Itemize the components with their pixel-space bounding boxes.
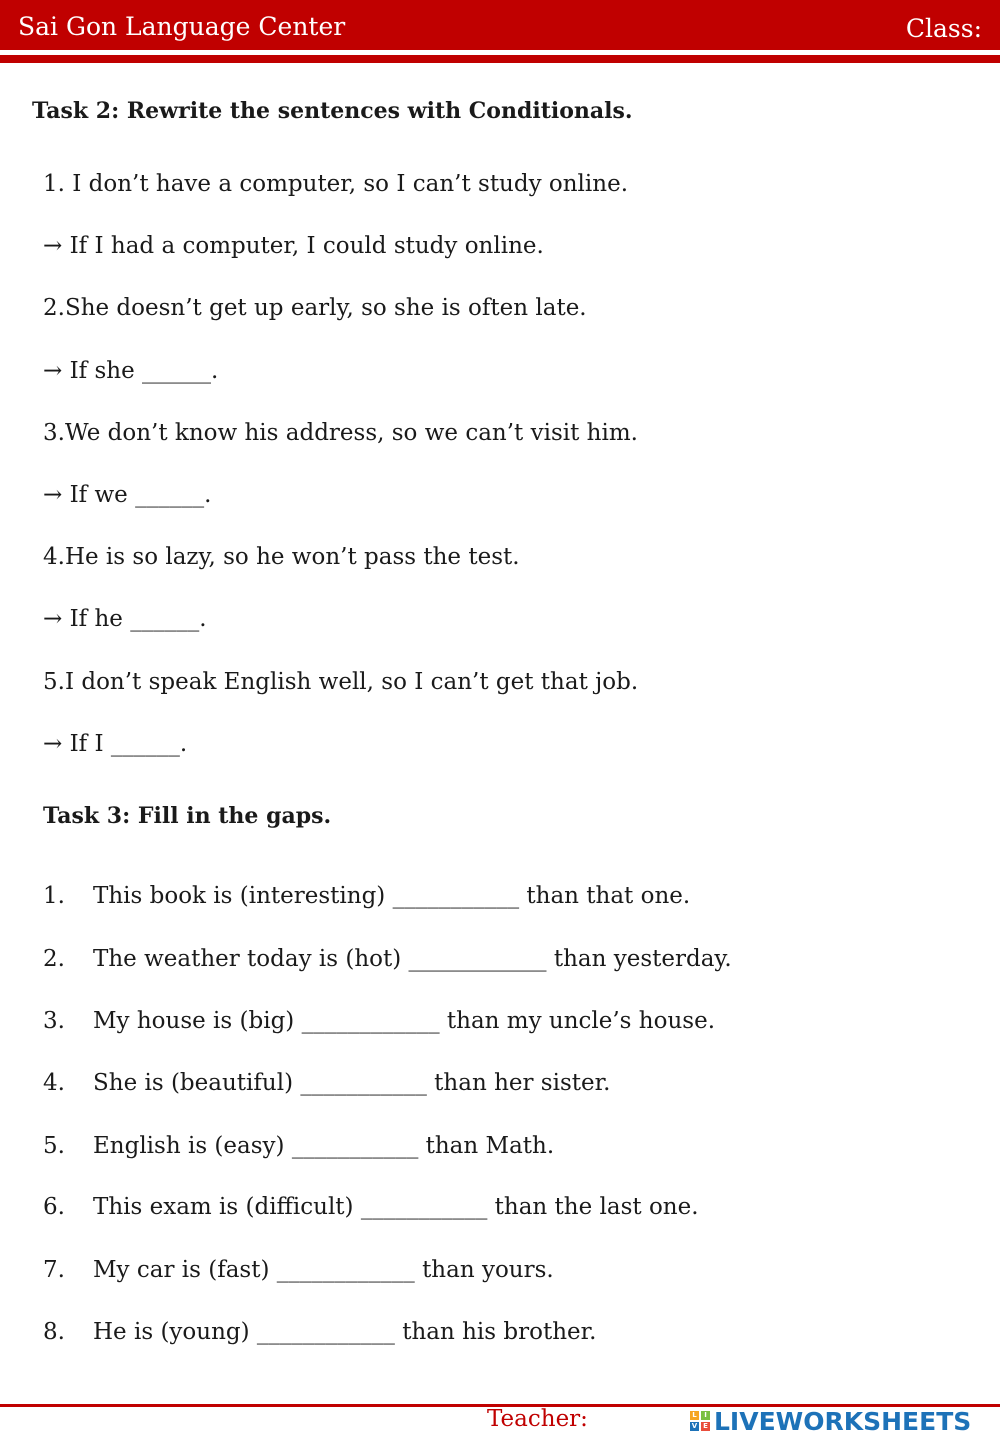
- task2-answer-line: → If he ______.: [43, 606, 207, 632]
- task3-item-number: 3.: [43, 1008, 65, 1034]
- task2-answer-line: → If she ______.: [43, 358, 219, 384]
- class-label: Class:: [905, 14, 982, 43]
- task3-title: Task 3: Fill in the gaps.: [43, 803, 332, 829]
- center-name: Sai Gon Language Center: [18, 12, 346, 41]
- logo-letter-v: V: [691, 1422, 698, 1430]
- task3-item-text: English is (easy) ___________ than Math.: [93, 1133, 555, 1159]
- liveworksheets-logo[interactable]: [690, 1405, 971, 1437]
- task2-line: 4.He is so lazy, so he won’t pass the test.: [43, 544, 520, 570]
- logo-letter-l: L: [690, 1411, 699, 1420]
- task3-item-text: My car is (fast) ____________ than yours.: [93, 1257, 554, 1283]
- task2-answer-line: → If we ______.: [43, 482, 212, 508]
- task3-item-number: 5.: [43, 1133, 65, 1159]
- task3-item-text: My house is (big) ____________ than my uncle’s house.: [93, 1008, 715, 1034]
- header-divider: [0, 55, 1000, 63]
- task3-item-number: 8.: [43, 1319, 65, 1345]
- task3-item-number: 7.: [43, 1257, 65, 1283]
- task2-answer-line: → If I ______.: [43, 731, 188, 757]
- task3-item-number: 1.: [43, 883, 65, 909]
- task2-line: → If I had a computer, I could study online.: [43, 233, 544, 259]
- task3-item-number: 6.: [43, 1194, 65, 1220]
- task3-item-number: 2.: [43, 946, 65, 972]
- teacher-label: Teacher:: [487, 1406, 588, 1432]
- logo-letter-i: I: [701, 1411, 710, 1420]
- logo-letter-e: E: [701, 1422, 710, 1431]
- task2-line: 2.She doesn’t get up early, so she is often late.: [43, 295, 587, 321]
- task2-line: 5.I don’t speak English well, so I can’t get that job.: [43, 669, 639, 695]
- liveworksheets-icon: [690, 1411, 710, 1431]
- task3-item-text: This book is (interesting) ___________ than that one.: [93, 883, 691, 909]
- task2-line: 3.We don’t know his address, so we can’t visit him.: [43, 420, 638, 446]
- task3-item-text: He is (young) ____________ than his brother.: [93, 1319, 597, 1345]
- task3-item-text: She is (beautiful) ___________ than her sister.: [93, 1070, 611, 1096]
- task2-line: 1. I don’t have a computer, so I can’t study online.: [43, 171, 629, 197]
- liveworksheets-wordmark: LIVEWORKSHEETS: [714, 1406, 972, 1436]
- task3-item-text: The weather today is (hot) ____________ than yesterday.: [93, 946, 732, 972]
- task3-item-number: 4.: [43, 1070, 65, 1096]
- task3-item-text: This exam is (difficult) ___________ than the last one.: [93, 1194, 699, 1220]
- task2-title: Task 2: Rewrite the sentences with Conditionals.: [32, 98, 633, 124]
